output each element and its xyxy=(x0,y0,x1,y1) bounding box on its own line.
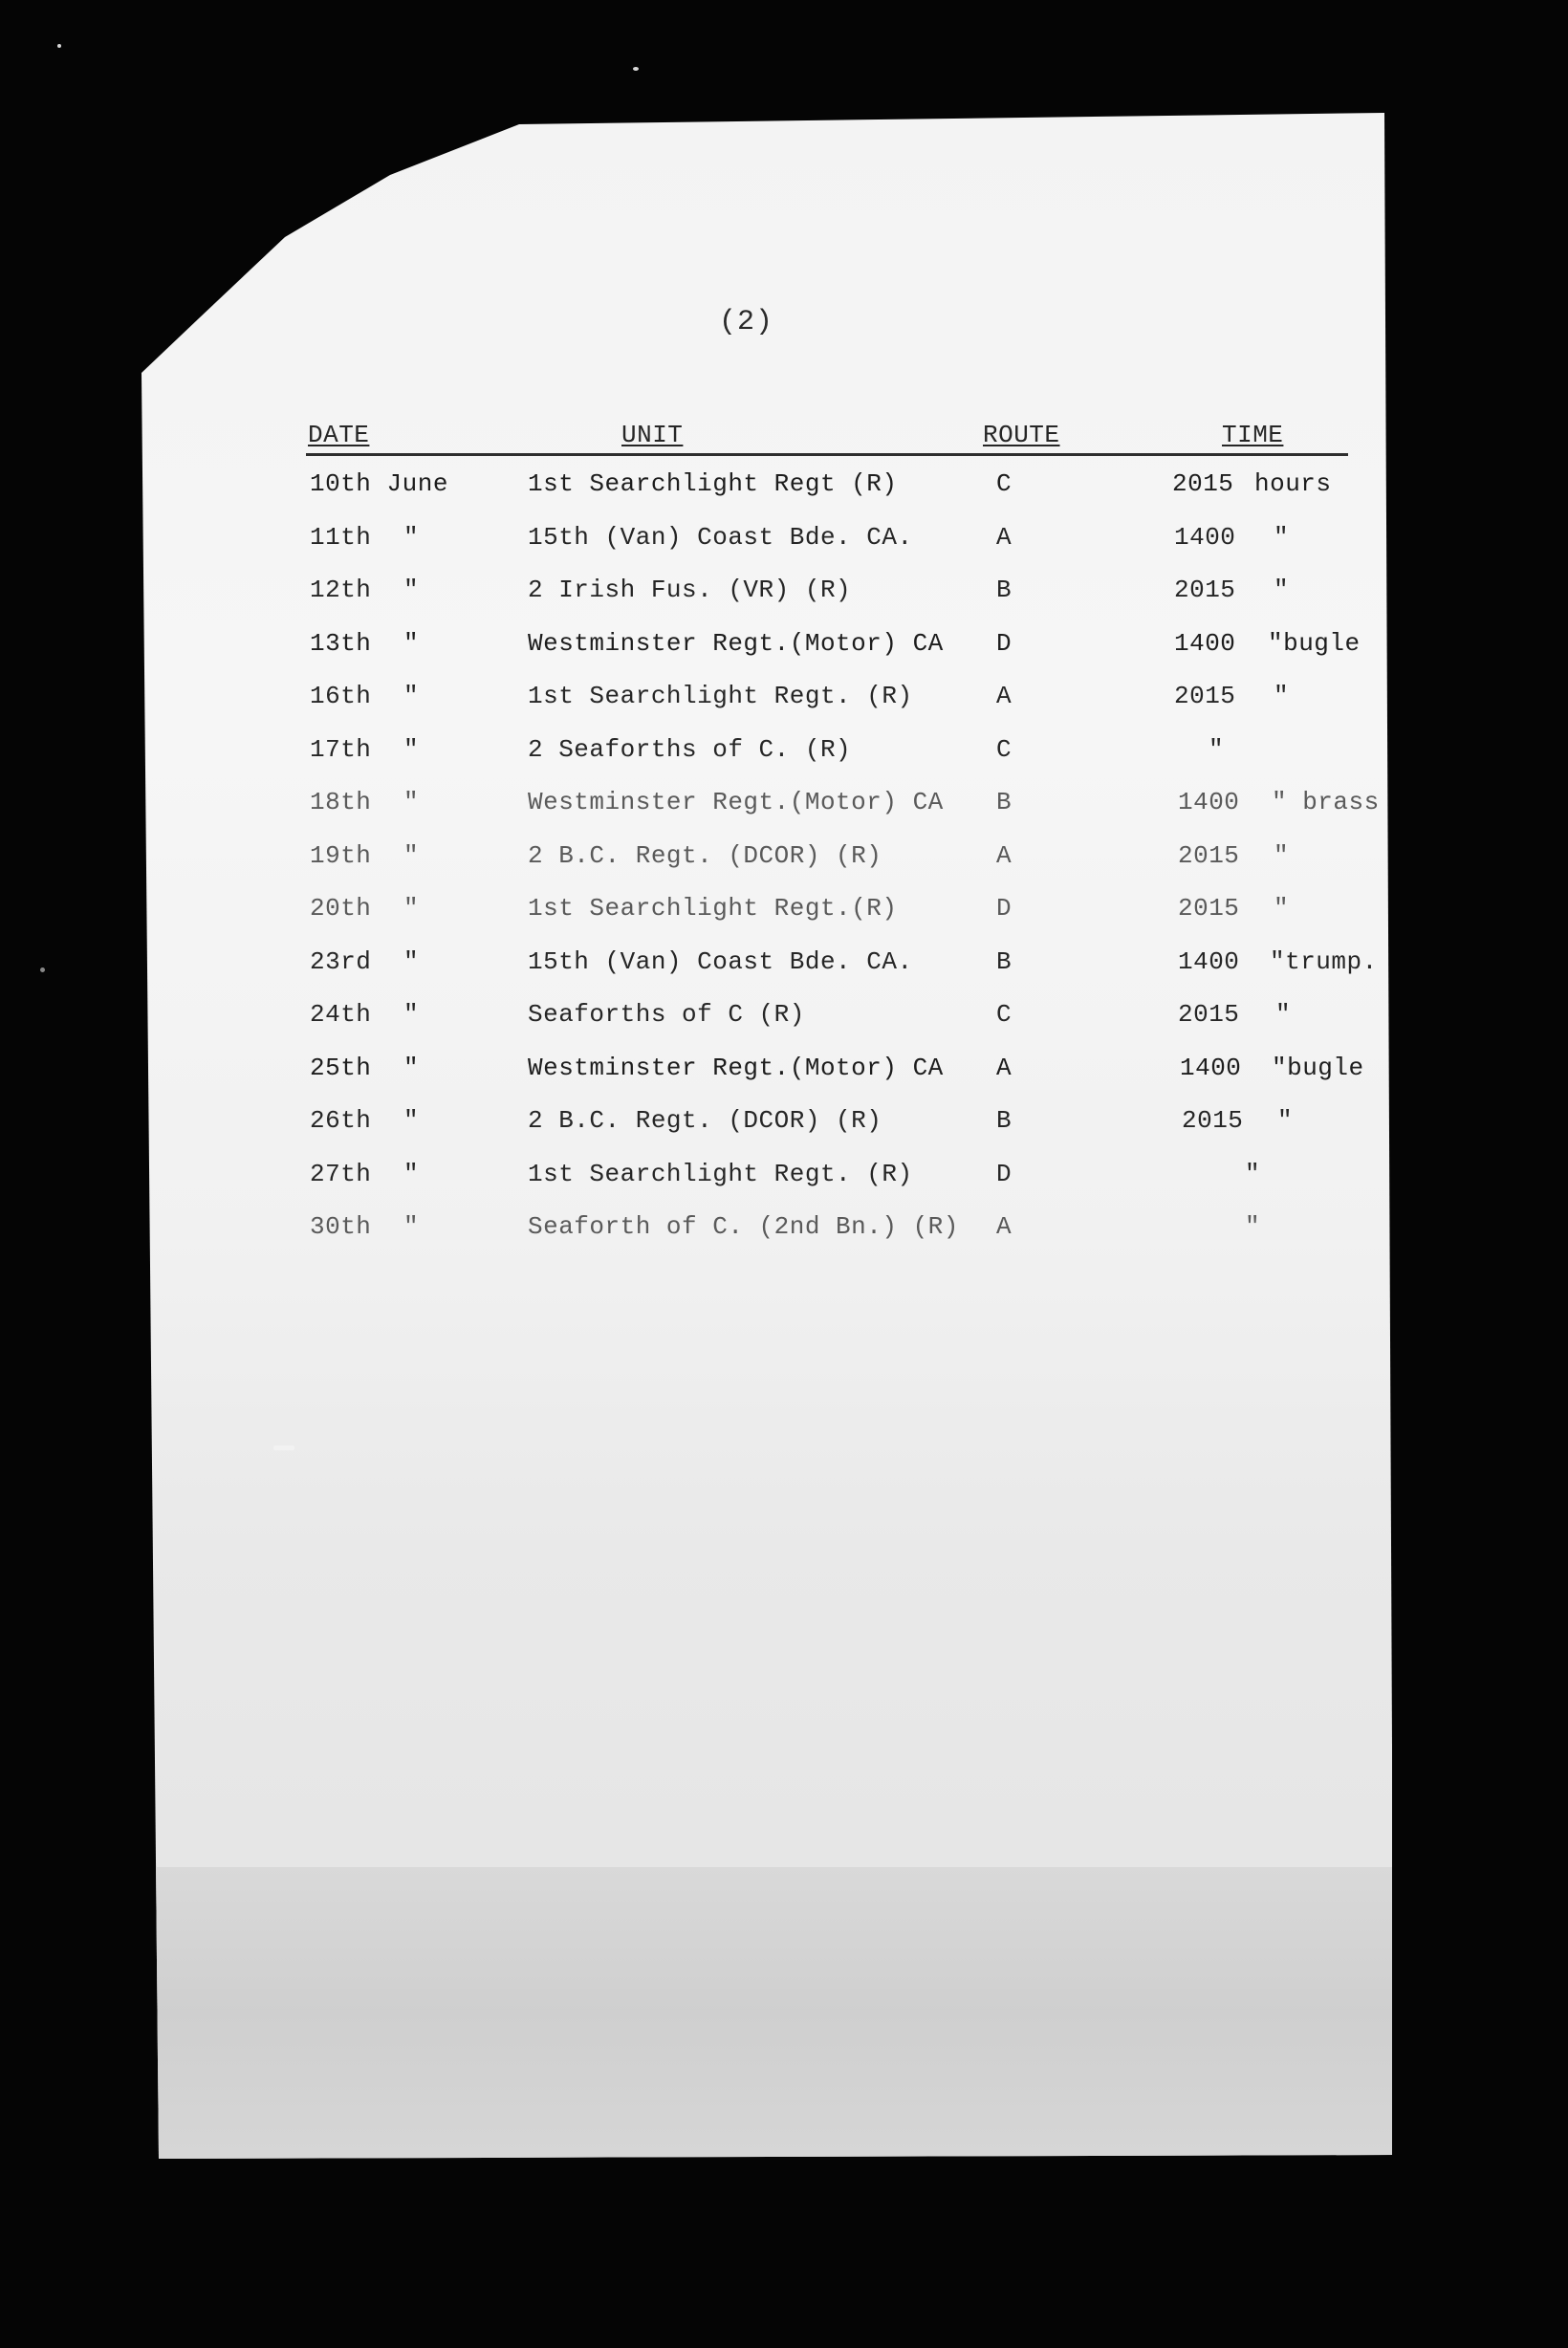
cell-date-ditto: " xyxy=(403,840,420,870)
cell-note: "bugle xyxy=(1268,628,1361,658)
table-row xyxy=(306,1199,1396,1252)
cell-time: 1400 xyxy=(1174,628,1236,658)
cell-unit: 15th (Van) Coast Bde. CA. xyxy=(528,522,913,552)
cell-date-ditto: " xyxy=(403,628,420,658)
cell-note: " xyxy=(1245,1159,1261,1188)
cell-route: C xyxy=(996,469,1013,498)
table-row xyxy=(306,456,1396,510)
table-row xyxy=(306,934,1396,988)
page-number: (2) xyxy=(719,306,774,338)
table-row xyxy=(306,668,1396,722)
cell-route: A xyxy=(996,840,1013,870)
cell-date-ditto: " xyxy=(403,576,420,604)
table-header xyxy=(306,409,1348,456)
cell-date-ditto: " xyxy=(403,1159,420,1188)
cell-date: 26th xyxy=(310,1106,372,1135)
cell-date: 18th xyxy=(310,788,372,816)
cell-route: A xyxy=(996,682,1013,710)
cell-time: 1400 xyxy=(1174,522,1236,552)
cell-unit: 2 Seaforths of C. (R) xyxy=(528,734,852,764)
table-row xyxy=(306,880,1396,934)
cell-date: 13th xyxy=(310,628,372,658)
cell-date: 11th xyxy=(310,522,372,552)
cell-date-ditto: " xyxy=(403,946,420,976)
cell-date-ditto: " xyxy=(403,522,420,552)
cell-unit: Seaforths of C (R) xyxy=(528,1000,805,1029)
cell-note: "bugle xyxy=(1272,1053,1364,1082)
header-unit: UNIT xyxy=(621,421,684,449)
cell-unit: Westminster Regt.(Motor) CA xyxy=(528,788,944,816)
cell-time: 2015 xyxy=(1178,1000,1240,1029)
cell-date: 24th xyxy=(310,1000,372,1029)
cell-date-ditto: " xyxy=(403,1000,420,1029)
table-row xyxy=(306,562,1396,616)
cell-time: " xyxy=(1209,734,1225,764)
cell-route: D xyxy=(996,1159,1013,1188)
cell-date-ditto: " xyxy=(403,788,420,816)
cell-unit: Westminster Regt.(Motor) CA xyxy=(528,628,944,658)
cell-unit: 1st Searchlight Regt. (R) xyxy=(528,1159,913,1188)
cell-date-ditto: " xyxy=(403,1106,420,1135)
cell-note: " xyxy=(1274,522,1290,552)
cell-time: 2015 xyxy=(1178,840,1240,870)
cell-date: 16th xyxy=(310,682,372,710)
cell-unit: 1st Searchlight Regt. (R) xyxy=(528,682,913,710)
cell-unit: 15th (Van) Coast Bde. CA. xyxy=(528,946,913,976)
cell-date-ditto: " xyxy=(403,682,420,710)
cell-route: B xyxy=(996,788,1013,816)
cell-note: " xyxy=(1274,840,1290,870)
cell-route: D xyxy=(996,628,1013,658)
cell-time: 2015 xyxy=(1182,1106,1244,1135)
cell-date: 25th xyxy=(310,1053,372,1082)
cell-date: 10th June xyxy=(310,469,448,498)
cell-date-ditto: " xyxy=(403,1212,420,1241)
cell-note: " xyxy=(1245,1212,1261,1241)
cell-route: C xyxy=(996,1000,1013,1029)
cell-date: 27th xyxy=(310,1159,372,1188)
cell-unit: 2 B.C. Regt. (DCOR) (R) xyxy=(528,1106,882,1135)
cell-note: " xyxy=(1274,576,1290,604)
cell-time: 1400 xyxy=(1180,1053,1242,1082)
cell-unit: 1st Searchlight Regt (R) xyxy=(528,469,898,498)
cell-unit: Westminster Regt.(Motor) CA xyxy=(528,1053,944,1082)
cell-note: " xyxy=(1274,682,1290,710)
cell-route: A xyxy=(996,1053,1013,1082)
cell-date: 30th xyxy=(310,1212,372,1241)
cell-note: " brass xyxy=(1272,788,1380,816)
cell-unit: 1st Searchlight Regt.(R) xyxy=(528,894,898,923)
cell-route: B xyxy=(996,946,1013,976)
header-date: DATE xyxy=(308,421,370,449)
header-route: ROUTE xyxy=(983,421,1060,449)
cell-time: 2015 xyxy=(1172,469,1234,498)
cell-date: 23rd xyxy=(310,946,372,976)
cell-route: C xyxy=(996,734,1013,764)
table-row xyxy=(306,828,1396,881)
cell-date-ditto: " xyxy=(403,894,420,923)
cell-time: 2015 xyxy=(1174,682,1236,710)
cell-unit: Seaforth of C. (2nd Bn.) (R) xyxy=(528,1212,959,1241)
table-row xyxy=(306,987,1396,1040)
cell-note: hours xyxy=(1254,469,1332,498)
cell-route: A xyxy=(996,1212,1013,1241)
cell-note: "trump. xyxy=(1270,946,1378,976)
cell-time: 1400 xyxy=(1178,946,1240,976)
cell-unit: 2 B.C. Regt. (DCOR) (R) xyxy=(528,840,882,870)
cell-date-ditto: " xyxy=(403,1053,420,1082)
cell-route: D xyxy=(996,894,1013,923)
table-row xyxy=(306,1040,1396,1094)
cell-date: 19th xyxy=(310,840,372,870)
cell-route: A xyxy=(996,522,1013,552)
cell-note: " xyxy=(1274,894,1290,923)
cell-date-ditto: " xyxy=(403,734,420,764)
cell-note: " xyxy=(1275,1000,1292,1029)
schedule-table xyxy=(306,409,1380,1252)
cell-unit: 2 Irish Fus. (VR) (R) xyxy=(528,576,852,604)
cell-date: 17th xyxy=(310,734,372,764)
table-row xyxy=(306,510,1396,563)
sheet-lower-shade xyxy=(142,1867,1392,2159)
table-row xyxy=(306,616,1396,669)
cell-note: " xyxy=(1277,1106,1294,1135)
header-time: TIME xyxy=(1222,421,1284,449)
cell-route: B xyxy=(996,1106,1013,1135)
table-row xyxy=(306,774,1396,828)
cell-date: 20th xyxy=(310,894,372,923)
table-row xyxy=(306,1146,1396,1200)
table-row xyxy=(306,722,1396,775)
cell-route: B xyxy=(996,576,1013,604)
cell-time: 2015 xyxy=(1178,894,1240,923)
table-row xyxy=(306,1093,1396,1146)
cell-date: 12th xyxy=(310,576,372,604)
cell-time: 2015 xyxy=(1174,576,1236,604)
cell-time: 1400 xyxy=(1178,788,1240,816)
